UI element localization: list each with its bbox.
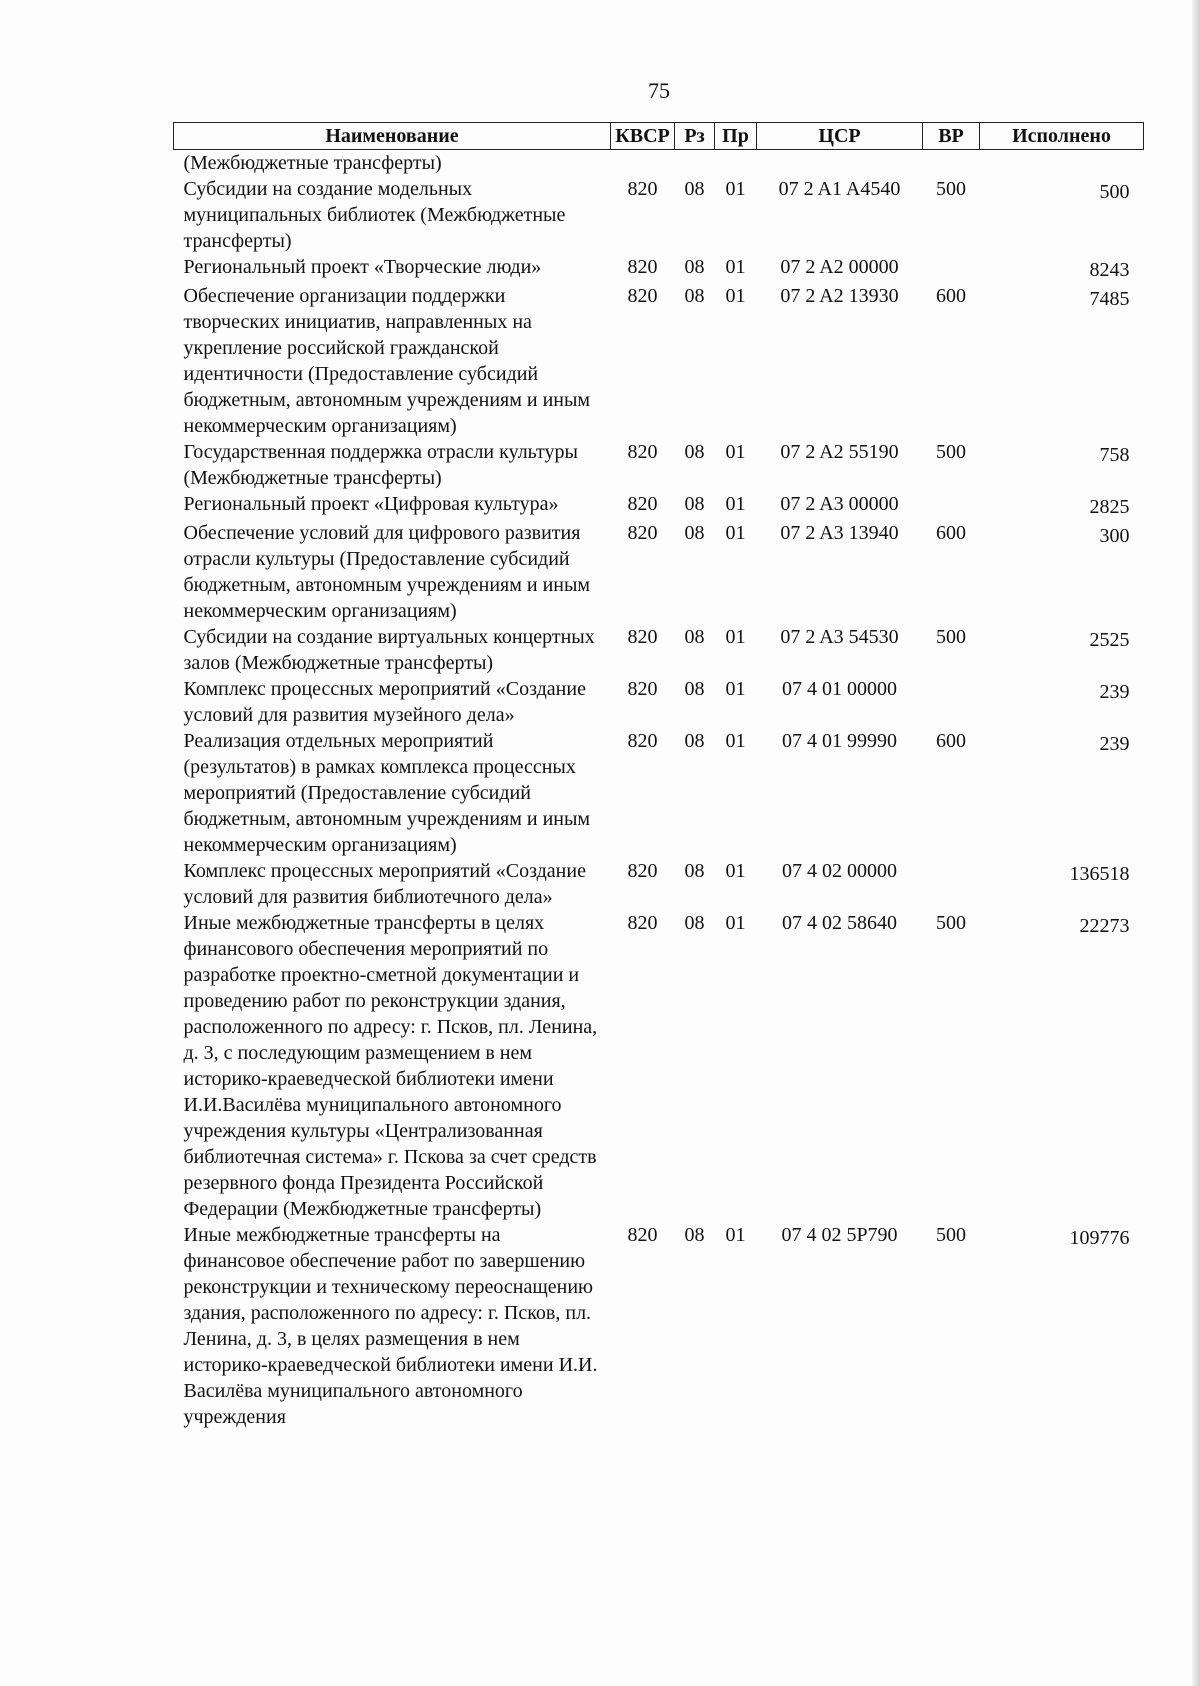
cell-kvsr: 820	[627, 912, 658, 934]
cell-kvsr: 820	[627, 493, 658, 515]
cell-pr: 01	[725, 256, 746, 278]
cell-vr: 600	[936, 522, 966, 544]
table-body	[174, 150, 1144, 1431]
cell-csr: 07 4 02 58640	[782, 912, 897, 934]
cell-done: 2825	[1089, 496, 1130, 518]
cell-kvsr: 820	[627, 678, 658, 700]
cell-pr: 01	[725, 441, 746, 463]
cell-kvsr	[611, 150, 675, 177]
cell-csr: 07 2 A2 13930	[780, 285, 899, 307]
cell-done: 22273	[1079, 915, 1130, 937]
cell-rz: 08	[684, 441, 705, 463]
cell-csr: 07 4 01 00000	[782, 678, 897, 700]
cell-pr: 01	[725, 522, 746, 544]
cell-rz: 08	[684, 493, 705, 515]
cell-pr: 01	[725, 678, 746, 700]
cell-name: Субсидии на создание модельных муниципальных библиотек (Межбюджетные трансферты)	[183, 178, 566, 252]
cell-name: Иные межбюджетные трансферты в целях финансового обеспечения мероприятий по разработке проектно-сметной документации и проведению работ по реконструкции здания, расположенного по адресу: г. Псков, пл. Ленина, д. 3, с последующим размещением в нем историко-краеведческой библиотеки имени И.И.Василёва муниципального автономного учреждения культуры «Централизованная библиотечная система» г. Пскова за счет средств резервного фонда Президента Российской Федерации (Межбюджетные трансферты)	[183, 912, 598, 1220]
cell-vr: 500	[936, 626, 966, 648]
cell-name: Государственная поддержка отрасли культуры (Межбюджетные трансферты)	[183, 441, 578, 489]
table-row	[174, 150, 1144, 177]
header-kvsr: КВСР	[611, 123, 675, 150]
cell-rz	[675, 150, 715, 177]
header-vr: ВР	[923, 123, 980, 150]
table-row	[174, 283, 1144, 439]
cell-kvsr: 820	[627, 285, 658, 307]
cell-rz: 08	[684, 860, 705, 882]
cell-done: 239	[1099, 733, 1130, 755]
cell-vr: 500	[936, 178, 966, 200]
cell-name: Реализация отдельных мероприятий (результатов) в рамках комплекса процессных мероприятий (Предоставление субсидий бюджетным, автономным учреждениям и иным некоммерческим организациям)	[183, 730, 591, 856]
cell-vr	[923, 254, 980, 283]
cell-kvsr: 820	[627, 860, 658, 882]
cell-kvsr: 820	[627, 522, 658, 544]
cell-done: 109776	[1069, 1227, 1130, 1249]
cell-rz: 08	[684, 912, 705, 934]
cell-name: (Межбюджетные трансферты)	[183, 152, 442, 174]
table-row	[174, 491, 1144, 520]
cell-pr: 01	[725, 860, 746, 882]
cell-done: 2525	[1089, 629, 1130, 651]
cell-rz: 08	[684, 178, 705, 200]
table-row	[174, 624, 1144, 676]
cell-done: 500	[1099, 181, 1130, 203]
cell-vr: 500	[936, 1224, 966, 1246]
table-row	[174, 254, 1144, 283]
cell-done: 300	[1099, 525, 1130, 547]
cell-csr	[757, 150, 923, 177]
cell-pr: 01	[725, 178, 746, 200]
cell-pr: 01	[725, 626, 746, 648]
cell-name: Иные межбюджетные трансферты на финансовое обеспечение работ по завершению реконструкции и техническому переоснащению здания, расположенного по адресу: г. Псков, пл. Ленина, д. 3, в целях размещения в нем историко-краеведческой библиотеки имени И.И. Василёва муниципального автономного учреждения	[183, 1224, 598, 1428]
cell-rz: 08	[684, 1224, 705, 1246]
cell-pr: 01	[725, 1224, 746, 1246]
table-row	[174, 910, 1144, 1222]
cell-done: 7485	[1089, 288, 1130, 310]
table-row	[174, 439, 1144, 491]
cell-pr	[715, 150, 757, 177]
cell-csr: 07 2 A3 54530	[780, 626, 899, 648]
cell-csr: 07 4 02 5P790	[781, 1224, 898, 1246]
cell-name: Комплекс процессных мероприятий «Создание условий для развития музейного дела»	[183, 678, 586, 726]
cell-rz: 08	[684, 256, 705, 278]
header-csr: ЦСР	[757, 123, 923, 150]
cell-rz: 08	[684, 626, 705, 648]
table-header-row	[174, 123, 1144, 150]
cell-csr: 07 2 A3 00000	[780, 493, 899, 515]
cell-done	[980, 150, 1144, 177]
cell-vr: 500	[936, 441, 966, 463]
cell-vr: 500	[936, 912, 966, 934]
cell-vr	[923, 676, 980, 728]
cell-name: Обеспечение организации поддержки творческих инициатив, направленных на укрепление российской гражданской идентичности (Предоставление субсидий бюджетным, автономным учреждениям и иным некоммерческим организациям)	[183, 285, 591, 437]
cell-name: Обеспечение условий для цифрового развития отрасли культуры (Предоставление субсидий бюджетным, автономным учреждениям и иным некоммерческим организациям)	[183, 522, 591, 622]
cell-name: Субсидии на создание виртуальных концертных залов (Межбюджетные трансферты)	[183, 626, 595, 674]
table-row	[174, 1222, 1144, 1430]
cell-rz: 08	[684, 730, 705, 752]
page-number: 75	[648, 78, 670, 103]
cell-name: Комплекс процессных мероприятий «Создание условий для развития библиотечного дела»	[183, 860, 586, 908]
cell-done: 8243	[1089, 259, 1130, 281]
cell-kvsr: 820	[627, 441, 658, 463]
header-done: Исполнено	[980, 123, 1144, 150]
cell-csr: 07 2 A3 13940	[780, 522, 899, 544]
cell-name: Региональный проект «Творческие люди»	[183, 256, 542, 278]
cell-csr: 07 4 02 00000	[782, 860, 897, 882]
cell-vr: 600	[936, 285, 966, 307]
cell-kvsr: 820	[627, 1224, 658, 1246]
cell-csr: 07 2 A2 00000	[780, 256, 899, 278]
cell-done: 136518	[1069, 863, 1130, 885]
cell-kvsr: 820	[627, 730, 658, 752]
cell-rz: 08	[684, 678, 705, 700]
cell-pr: 01	[725, 493, 746, 515]
header-name: Наименование	[174, 123, 611, 150]
cell-vr	[923, 491, 980, 520]
cell-pr: 01	[725, 730, 746, 752]
cell-name: Региональный проект «Цифровая культура»	[183, 493, 559, 515]
cell-kvsr: 820	[627, 178, 658, 200]
table-row	[174, 520, 1144, 624]
cell-pr: 01	[725, 912, 746, 934]
table-row	[174, 676, 1144, 728]
table-row	[174, 728, 1144, 858]
header-rz: Рз	[675, 123, 715, 150]
cell-done: 239	[1099, 681, 1130, 703]
header-pr: Пр	[715, 123, 757, 150]
cell-csr: 07 2 A1 A4540	[778, 178, 901, 200]
budget-table	[173, 122, 1144, 1430]
cell-vr	[923, 150, 980, 177]
table-row	[174, 176, 1144, 254]
scan-edge	[1192, 0, 1200, 1686]
cell-kvsr: 820	[627, 626, 658, 648]
cell-done: 758	[1099, 444, 1130, 466]
cell-csr: 07 4 01 99990	[782, 730, 897, 752]
cell-csr: 07 2 A2 55190	[780, 441, 899, 463]
cell-rz: 08	[684, 285, 705, 307]
cell-kvsr: 820	[627, 256, 658, 278]
cell-rz: 08	[684, 522, 705, 544]
table-row	[174, 858, 1144, 910]
cell-vr: 600	[936, 730, 966, 752]
cell-pr: 01	[725, 285, 746, 307]
cell-vr	[923, 858, 980, 910]
